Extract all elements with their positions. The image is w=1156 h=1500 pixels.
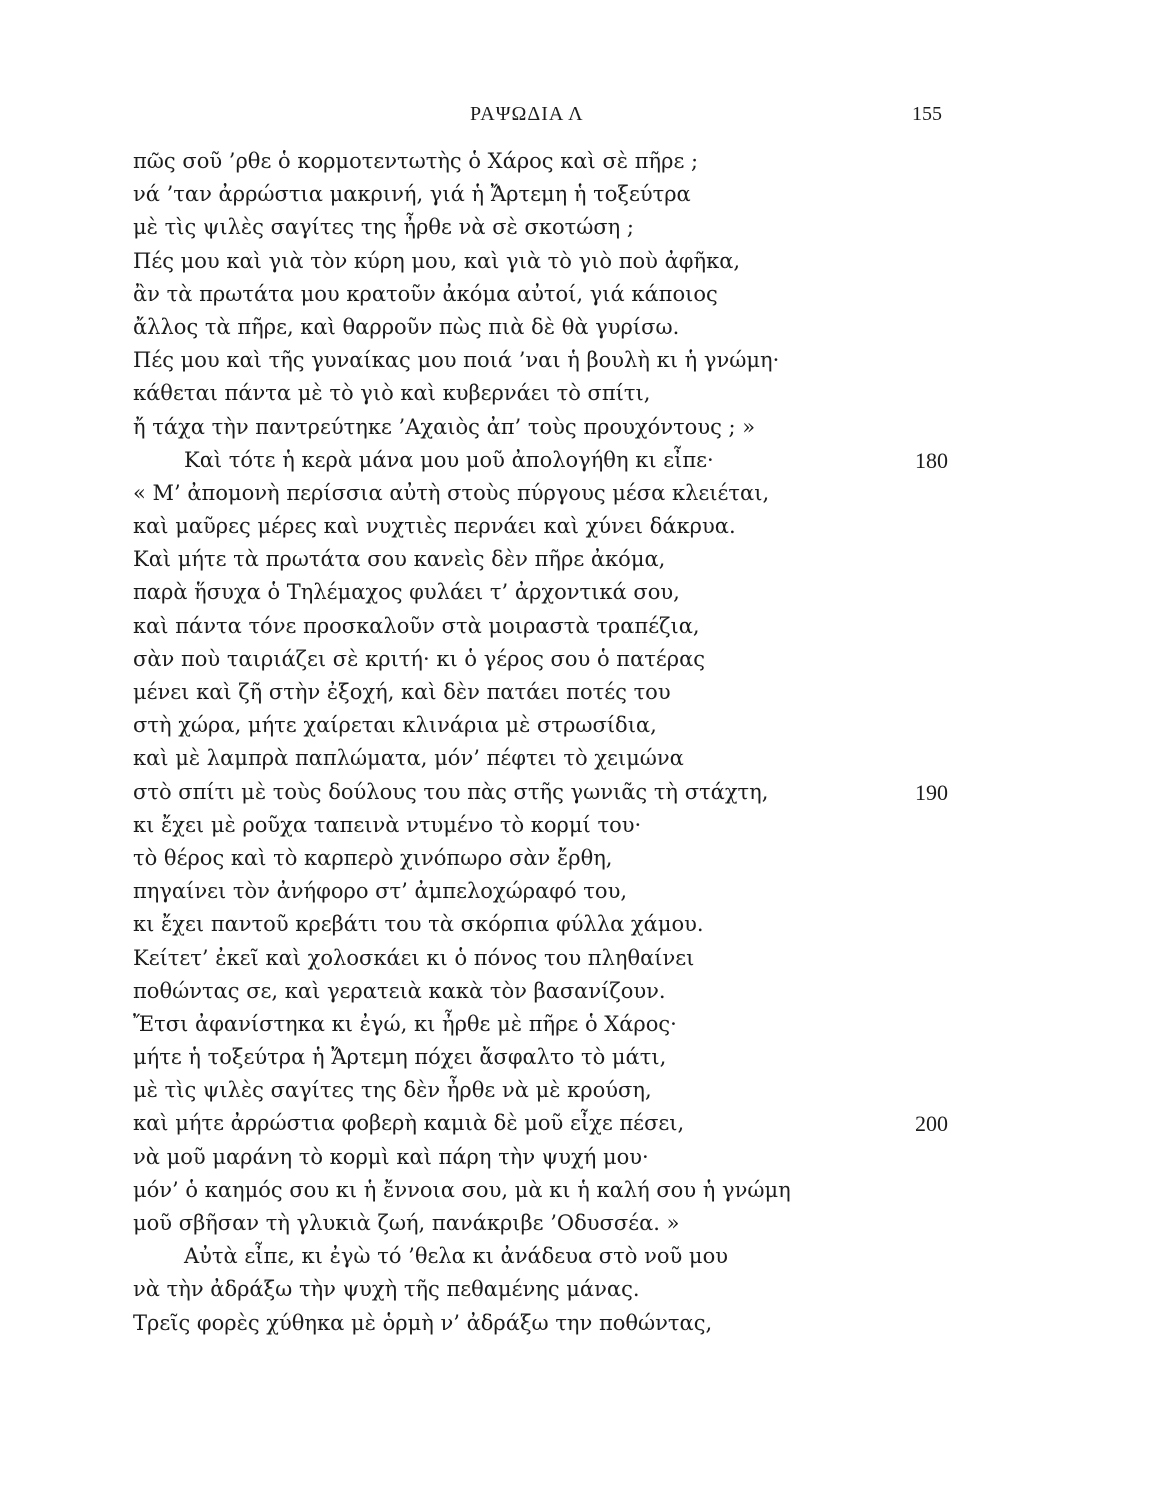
verse-text: νὰ τὴν ἀδράξω τὴν ψυχὴ τῆς πεθαμένης μάνας. xyxy=(133,1277,640,1302)
verse-text: Τρεῖς φορὲς χύθηκα μὲ ὁρμὴ ν’ ἀδράξω την ποθώντας, xyxy=(133,1310,713,1335)
verse-text: καὶ πάντα τόνε προσκαλοῦν στὰ μοιραστὰ τραπέζια, xyxy=(133,613,700,638)
verse-text: ἤ τάχα τὴν παντρεύτηκε ’Αχαιὸς ἀπ’ τοὺς προυχόντους ; » xyxy=(133,414,756,439)
verse-text: Καὶ τότε ἡ κερὰ μάνα μου μοῦ ἀπολογήθη κι εἶπε· xyxy=(184,447,714,472)
verse-line xyxy=(133,1041,963,1074)
verse-text: ἄλλος τὰ πῆρε, καὶ θαρροῦν πὼς πιὰ δὲ θὰ γυρίσω. xyxy=(133,314,680,339)
verse-text: τὸ θέρος καὶ τὸ καρπερὸ χινόπωρο σὰν ἔρθη, xyxy=(133,845,613,870)
verse-line xyxy=(133,1207,963,1240)
verse-text: μένει καὶ ζῆ στὴν ἐξοχή, καὶ δὲν πατάει ποτές του xyxy=(133,680,671,704)
running-head xyxy=(0,103,1156,133)
verse-text: μὲ τὶς ψιλὲς σαγίτες της ἦρθε νὰ σὲ σκοτώση ; xyxy=(133,215,635,240)
verse-text: νά ’ταν ἀρρώστια μακρινή, γιά ἡ Ἄρτεμη ἡ τοξεύτρα xyxy=(133,182,691,207)
verse-line xyxy=(133,842,963,875)
verse-line xyxy=(133,444,963,477)
verse-line xyxy=(133,543,963,576)
verse-text: κάθεται πάντα μὲ τὸ γιὸ καὶ κυβερνάει τὸ σπίτι, xyxy=(133,381,651,406)
verse-line xyxy=(133,643,963,676)
verse-line xyxy=(133,411,963,444)
verse-line xyxy=(133,1273,963,1306)
verse-line xyxy=(133,311,963,344)
verse-text: μόν’ ὁ καημός σου κι ἡ ἔννοια σου, μὰ κι ἡ καλή σου ἡ γνώμη xyxy=(133,1177,791,1202)
verse-line xyxy=(133,576,963,609)
verse-text: « Μ’ ἀπομονὴ περίσσια αὐτὴ στοὺς πύργους μέσα κλειέται, xyxy=(133,480,770,505)
verse-text: Καὶ μήτε τὰ πρωτάτα σου κανεὶς δὲν πῆρε ἀκόμα, xyxy=(133,547,666,572)
verse-line xyxy=(133,1141,963,1174)
verse-text: στὴ χώρα, μήτε χαίρεται κλινάρια μὲ στρωσίδια, xyxy=(133,713,657,738)
verse-text: καὶ μαῦρες μέρες καὶ νυχτιὲς περνάει καὶ χύνει δάκρυα. xyxy=(133,514,736,539)
verse-text: καὶ μήτε ἀρρώστια φοβερὴ καμιὰ δὲ μοῦ εἶχε πέσει, xyxy=(133,1111,685,1136)
verse-text: Ἔτσι ἀφανίστηκα κι ἐγώ, κι ἦρθε μὲ πῆρε ὁ Χάρος· xyxy=(133,1011,677,1036)
verse-text: κι ἔχει μὲ ροῦχα ταπεινὰ ντυμένο τὸ κορμί του· xyxy=(133,812,642,837)
verse-line xyxy=(133,178,963,211)
verse-text: μήτε ἡ τοξεύτρα ἡ Ἄρτεμη πόχει ἄσφαλτο τὸ μάτι, xyxy=(133,1045,667,1070)
verse-line xyxy=(133,709,963,742)
verse-line xyxy=(133,676,963,709)
verse-line xyxy=(133,510,963,543)
verse-text: στὸ σπίτι μὲ τοὺς δούλους του πὰς στῆς γωνιᾶς τὴ στάχτη, xyxy=(133,779,769,804)
verse-text: πηγαίνει τὸν ἀνήφορο στ’ ἀμπελοχώραφό του, xyxy=(133,879,628,904)
verse-text: μοῦ σβῆσαν τὴ γλυκιὰ ζωή, πανάκριβε ’Οδυσσέα. » xyxy=(133,1211,680,1235)
verse-line xyxy=(133,1008,963,1041)
verse-text: νὰ μοῦ μαράνη τὸ κορμὶ καὶ πάρη τὴν ψυχή μου· xyxy=(133,1144,649,1169)
verse-text: ἂν τὰ πρωτάτα μου κρατοῦν ἀκόμα αὐτοί, γιά κάποιος xyxy=(133,281,718,306)
verse-line xyxy=(133,211,963,244)
verse-line xyxy=(133,610,963,643)
running-title: ΡΑΨΩΔΙΑ Λ xyxy=(470,103,584,125)
verse-text: Πές μου καὶ τῆς γυναίκας μου ποιά ’ναι ἡ βουλὴ κι ἡ γνώμη· xyxy=(133,348,780,373)
verse-line xyxy=(133,145,963,178)
verse-line xyxy=(133,477,963,510)
verse-line xyxy=(133,1107,963,1140)
verse-text: παρὰ ἥσυχα ὁ Τηλέμαχος φυλάει τ’ ἀρχοντικά σου, xyxy=(133,580,680,605)
verse-line xyxy=(133,278,963,311)
verse-line xyxy=(133,245,963,278)
verse-text: σὰν ποὺ ταιριάζει σὲ κριτή· κι ὁ γέρος σου ὁ πατέρας xyxy=(133,646,706,671)
line-number: 190 xyxy=(915,779,948,805)
verse-line xyxy=(133,908,963,941)
verse-text: Αὐτὰ εἶπε, κι ἐγὼ τό ’θελα κι ἀνάδευα στὸ νοῦ μου xyxy=(184,1244,728,1269)
verse-line xyxy=(133,742,963,775)
verse-text: καὶ μὲ λαμπρὰ παπλώματα, μόν’ πέφτει τὸ χειμώνα xyxy=(133,746,684,771)
verse-text: πῶς σοῦ ’ρθε ὁ κορμοτεντωτὴς ὁ Χάρος καὶ σὲ πῆρε ; xyxy=(133,149,699,173)
verse-text: ποθώντας σε, καὶ γερατειὰ κακὰ τὸν βασανίζουν. xyxy=(133,978,666,1003)
verse-body xyxy=(133,145,963,1340)
verse-text: Κείτετ’ ἐκεῖ καὶ χολοσκάει κι ὁ πόνος του πληθαίνει xyxy=(133,945,695,970)
verse-line xyxy=(133,1074,963,1107)
verse-line xyxy=(133,776,963,809)
verse-text: μὲ τὶς ψιλὲς σαγίτες της δὲν ἦρθε νὰ μὲ κρούση, xyxy=(133,1078,652,1103)
line-number: 180 xyxy=(915,447,948,473)
verse-text: κι ἔχει παντοῦ κρεβάτι του τὰ σκόρπια φύλλα χάμου. xyxy=(133,912,704,937)
verse-line xyxy=(133,942,963,975)
verse-line xyxy=(133,1174,963,1207)
verse-line xyxy=(133,809,963,842)
verse-line xyxy=(133,875,963,908)
verse-line xyxy=(133,377,963,410)
verse-line xyxy=(133,975,963,1008)
verse-line xyxy=(133,1307,963,1340)
verse-text: Πές μου καὶ γιὰ τὸν κύρη μου, καὶ γιὰ τὸ γιὸ ποὺ ἀφῆκα, xyxy=(133,248,741,273)
line-number: 200 xyxy=(915,1111,948,1137)
verse-line xyxy=(133,1240,963,1273)
verse-line xyxy=(133,344,963,377)
page-number: 155 xyxy=(912,103,942,125)
